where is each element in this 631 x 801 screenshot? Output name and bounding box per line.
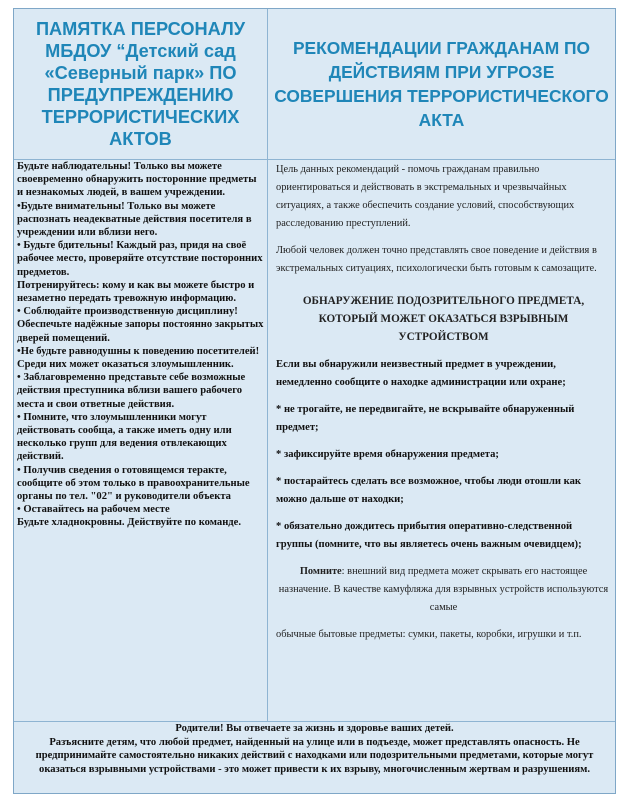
found-paragraph: Если вы обнаружили неизвестный предмет в учреждении, немедленно сообщите о находке администрации или охране; <box>276 359 566 388</box>
left-title: ПАМЯТКА ПЕРСОНАЛУ МБДОУ “Детский сад «Северный парк» ПО ПРЕДУПРЕЖДЕНИЮ ТЕРРОРИСТИЧЕСКИХ АКТОВ <box>35 19 246 149</box>
instruction-item: Будьте наблюдательны! Только вы можете своевременно обнаружить посторонние предметы и незнакомых людей, в вашем учреждении. <box>17 161 257 199</box>
instruction-item: • Заблаговременно представьте себе возможные действия преступника вблизи вашего рабочего места и свои ответные действия. <box>17 372 246 410</box>
instruction-item: •Будьте внимательны! Только вы можете распознать неадекватные действия посетителя в учреждении или вблизи него. <box>17 200 252 239</box>
parents-footer <box>14 722 615 793</box>
readiness-paragraph: Любой человек должен точно представлять свое поведение и действия в экстремальных ситуациях, психологически быть готовым к самозащите. <box>276 245 597 274</box>
section-heading: ОБНАРУЖЕНИЕ ПОДОЗРИТЕЛЬНОГО ПРЕДМЕТА, КОТОРЫЙ МОЖЕТ ОКАЗАТЬСЯ ВЗРЫВНЫМ УСТРОЙСТВОМ <box>302 295 585 343</box>
instruction-item: • Помните, что злоумышленники могут действовать сообща, а также иметь одну или несколько групп для ведения отвлекающих действий. <box>17 411 232 463</box>
instruction-item: • Оставайтесь на рабочем месте <box>17 504 170 516</box>
rule-item: * обязательно дождитесь прибытия оперативно-следственной группы (помните, что вы являетесь очень важным очевидцем); <box>276 521 582 550</box>
instruction-item: • Соблюдайте производственную дисциплину! Обеспечьте надёжные запоры постоянно закрытых дверей помещений. <box>17 306 264 344</box>
instruction-item: • Будьте бдительны! Каждый раз, придя на своё рабочее место, проверяйте отсутствие посторонних предметов. <box>17 240 263 278</box>
instruction-item: Потренируйтесь: кому и как вы можете быстро и незаметно передать тревожную информацию. <box>17 279 255 305</box>
tail-paragraph: обычные бытовые предметы: сумки, пакеты, коробки, игрушки и т.п. <box>276 629 582 640</box>
remember-paragraph <box>276 563 611 617</box>
right-title: РЕКОМЕНДАЦИИ ГРАЖДАНАМ ПО ДЕЙСТВИЯМ ПРИ УГРОЗЕ СОВЕРШЕНИЯ ТЕРРОРИСТИЧЕСКОГО АКТА <box>274 38 609 130</box>
remember-label: Помните <box>299 566 342 577</box>
column-divider <box>267 9 268 721</box>
footer-text: Разъясните детям, что любой предмет, найденный на улице или в подъезде, может представлять опасность. Не предпринимайте самостоятельно никаких действий с находками или подозрительными предметами, которые могут оказаться взрывными устройствами - это может привести к их взрыву, многочисленным жертвам и разрушениям. <box>35 736 594 775</box>
memo-sheet <box>13 8 616 794</box>
rule-item: * постарайтесь сделать все возможное, чтобы люди отошли как можно дальше от находки; <box>276 476 582 505</box>
remember-text: : внешний вид предмета может скрывать его настоящее назначение. В качестве камуфляжа для взрывных устройств используются самые <box>278 566 609 613</box>
instruction-item: •Не будьте равнодушны к поведению посетителей! Среди них может оказаться злоумышленник. <box>17 345 260 371</box>
rule-item: * зафиксируйте время обнаружения предмета; <box>276 449 499 460</box>
footer-heading: Родители! Вы отвечаете за жизнь и здоровье ваших детей. <box>175 723 454 734</box>
intro-paragraph: Цель данных рекомендаций - помочь гражданам правильно ориентироваться и действовать в экстремальных и чрезвычайных ситуациях, а также обеспечить создание условий, способствующих расследованию преступлений. <box>276 164 575 229</box>
instruction-item: Будьте хладнокровны. Действуйте по команде. <box>17 517 242 529</box>
rule-item: * не трогайте, не передвигайте, не вскрывайте обнаруженный предмет; <box>276 404 575 433</box>
citizen-recommendations <box>276 161 611 718</box>
staff-instructions <box>17 160 265 718</box>
instruction-item: • Получив сведения о готовящемся теракте, сообщите об этом только в правоохранительные органы по тел. "02" и руководители объекта <box>17 464 250 503</box>
